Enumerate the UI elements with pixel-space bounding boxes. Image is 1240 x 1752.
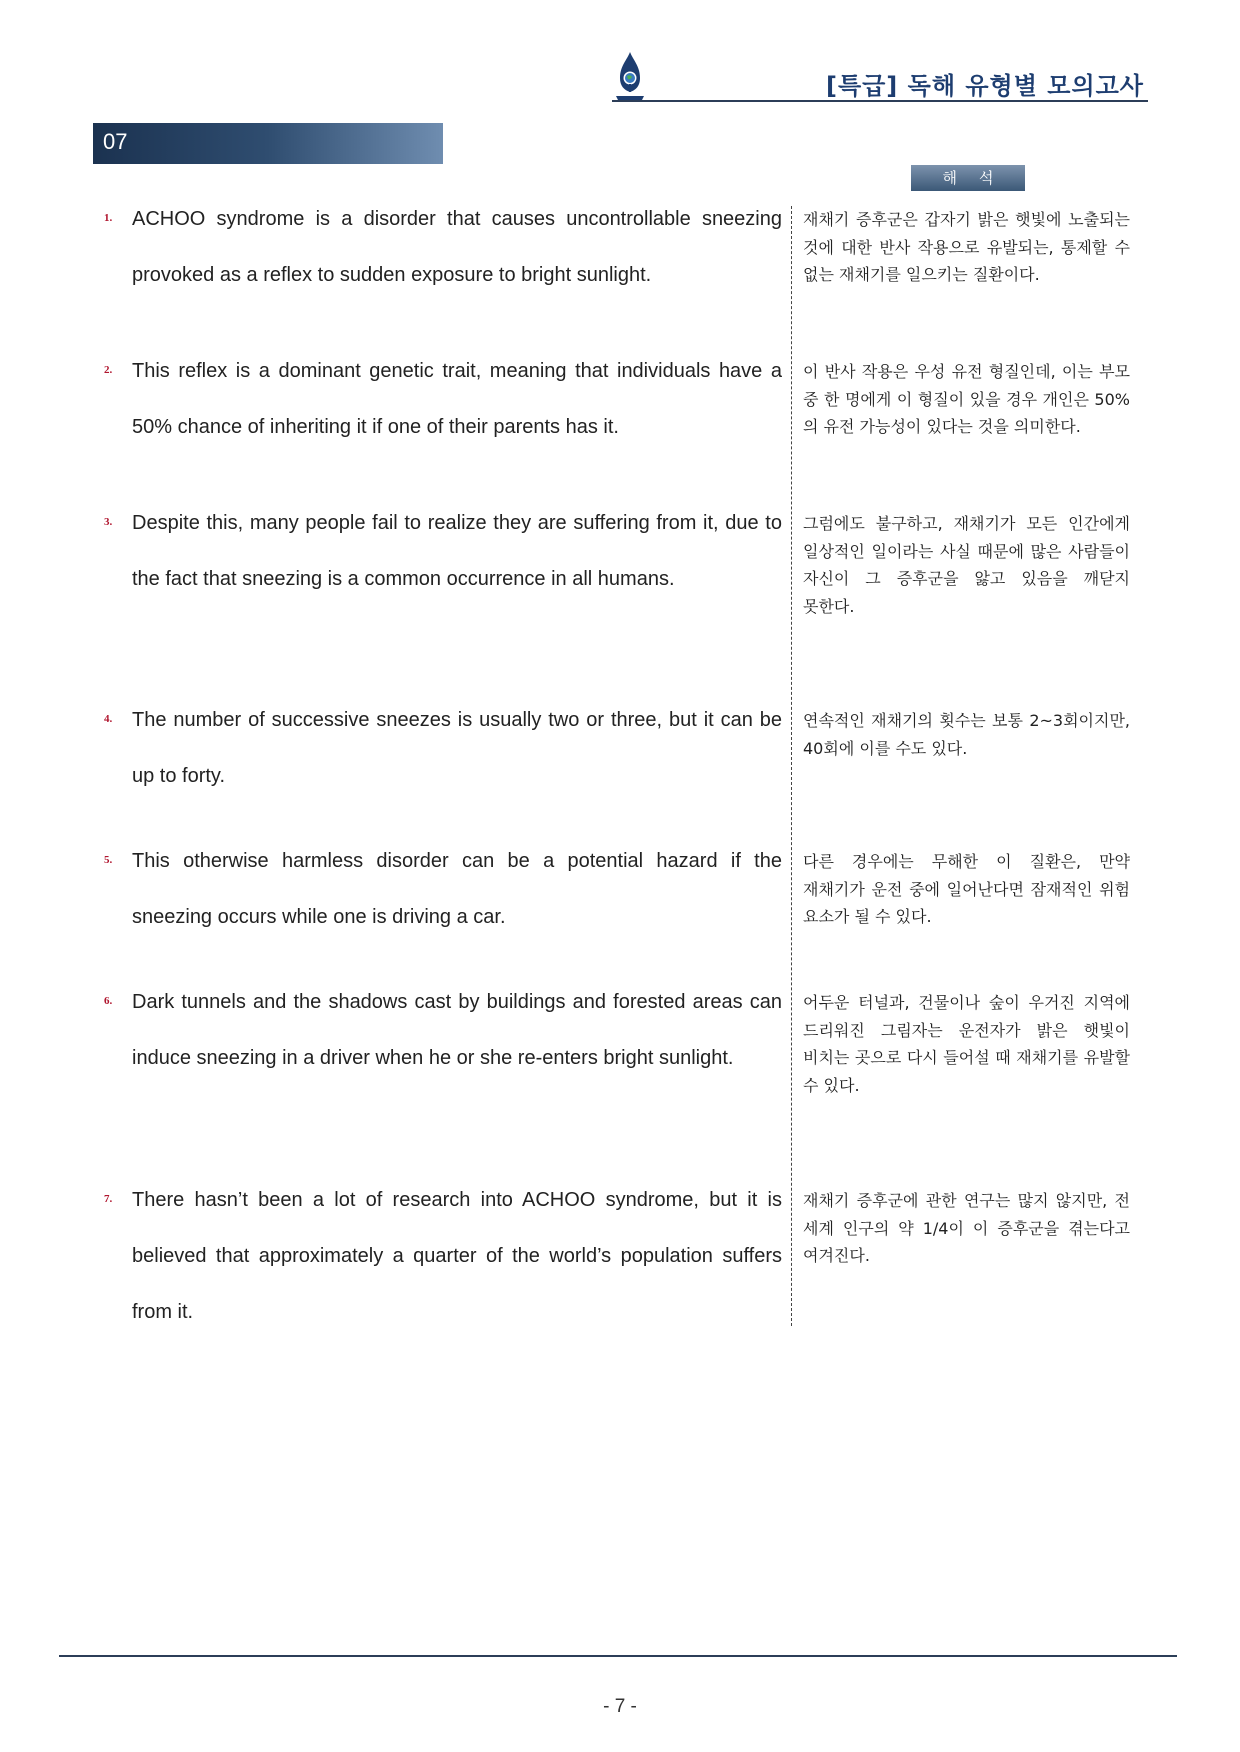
sentence-number: 4. xyxy=(104,713,113,725)
korean-translation: 재채기 증후군에 관한 연구는 많지 않지만, 전 세계 인구의 약 1/4이 이 증후군을 겪는다고 여겨진다. xyxy=(803,1191,1130,1265)
korean-translation: 이 반사 작용은 우성 유전 형질인데, 이는 부모 중 한 명에게 이 형질이 있을 경우 개인은 50%의 유전 가능성이 있다는 것을 의미한다. xyxy=(803,362,1130,436)
english-sentence: Dark tunnels and the shadows cast by buildings and forested areas can induce sneezing in a driver when he or she re-enters bright sunlight. xyxy=(132,991,782,1069)
korean-translation: 다른 경우에는 무해한 이 질환은, 만약 재채기가 운전 중에 일어난다면 잠재적인 위험 요소가 될 수 있다. xyxy=(803,852,1130,926)
korean-translation: 어두운 터널과, 건물이나 숲이 우거진 지역에 드리워진 그림자는 운전자가 밝은 햇빛이 비치는 곳으로 다시 들어설 때 재채기를 유발할 수 있다. xyxy=(803,993,1130,1095)
column-divider xyxy=(791,206,792,1326)
translation-badge: 해석 xyxy=(911,165,1025,191)
section-tab xyxy=(93,123,443,164)
section-number: 07 xyxy=(103,129,128,154)
sentence-number: 6. xyxy=(104,995,113,1007)
english-sentence: ACHOO syndrome is a disorder that causes uncontrollable sneezing provoked as a reflex to sudden exposure to bright sunlight. xyxy=(132,208,782,286)
sentence-number: 1. xyxy=(104,212,113,224)
sentence-number: 7. xyxy=(104,1193,113,1205)
sentence-number: 3. xyxy=(104,516,113,528)
header-divider xyxy=(612,100,1148,102)
footer-divider xyxy=(59,1655,1177,1657)
korean-translation: 그럼에도 불구하고, 재채기가 모든 인간에게 일상적인 일이라는 사실 때문에 많은 사람들이 자신이 그 증후군을 앓고 있음을 깨닫지 못한다. xyxy=(803,514,1130,616)
korean-translation: 재채기 증후군은 갑자기 밝은 햇빛에 노출되는 것에 대한 반사 작용으로 유발되는, 통제할 수 없는 재채기를 일으키는 질환이다. xyxy=(803,210,1130,284)
english-sentence: The number of successive sneezes is usually two or three, but it can be up to forty. xyxy=(132,709,782,787)
sentence-number: 5. xyxy=(104,854,113,866)
english-sentence: This otherwise harmless disorder can be a potential hazard if the sneezing occurs while one is driving a car. xyxy=(132,850,782,928)
english-sentence: Despite this, many people fail to realize they are suffering from it, due to the fact that sneezing is a common occurrence in all humans. xyxy=(132,512,782,590)
english-sentence: This reflex is a dominant genetic trait, meaning that individuals have a 50% chance of inheriting it if one of their parents has it. xyxy=(132,360,782,438)
header-title: [특급] 독해 유형별 모의고사 xyxy=(825,72,1144,100)
english-sentence: There hasn’t been a lot of research into ACHOO syndrome, but it is believed that approximately a quarter of the world’s population suffers from it. xyxy=(132,1189,782,1323)
fountain-pen-globe-logo xyxy=(612,50,648,102)
sentence-number: 2. xyxy=(104,364,113,376)
page-number: - 7 - xyxy=(603,1696,637,1717)
korean-translation: 연속적인 재채기의 횟수는 보통 2~3회이지만, 40회에 이를 수도 있다. xyxy=(803,711,1130,758)
